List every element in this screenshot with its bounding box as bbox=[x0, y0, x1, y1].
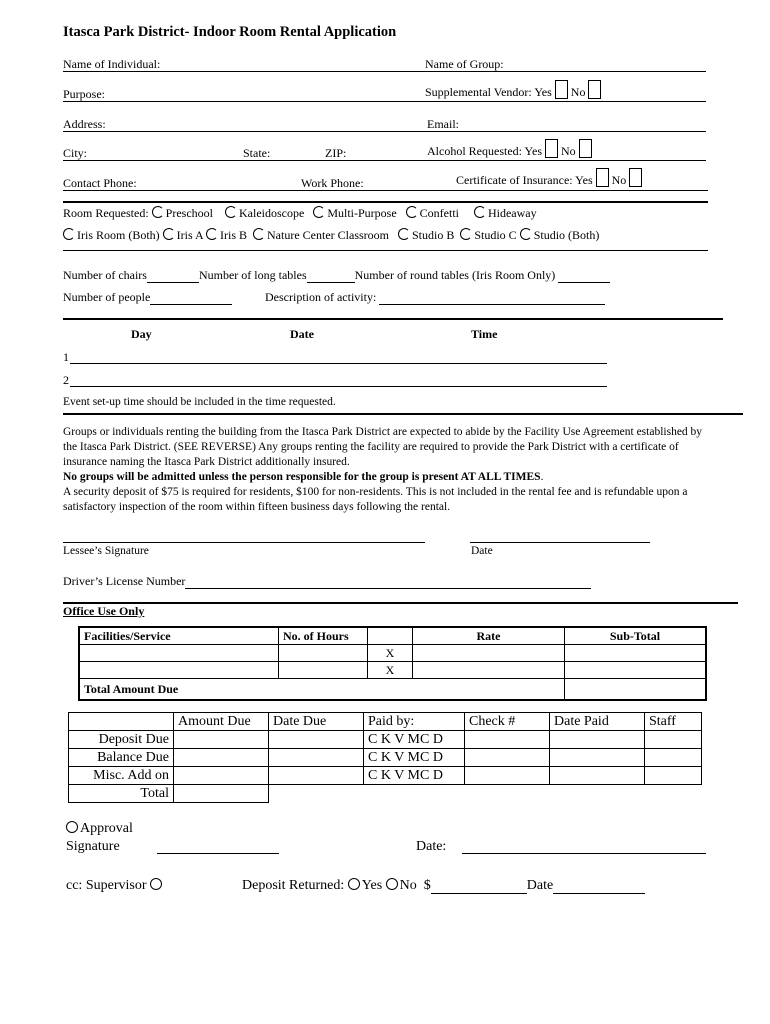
schedule-divider bbox=[63, 318, 723, 320]
subtotal-cell[interactable] bbox=[565, 645, 707, 662]
amount-due-cell[interactable] bbox=[174, 749, 269, 767]
supplemental-vendor bbox=[425, 80, 604, 100]
paid-by-cell[interactable]: C K V MC D bbox=[364, 749, 465, 767]
deposit-returned bbox=[242, 878, 645, 894]
schedule-row-2-line[interactable] bbox=[70, 386, 607, 387]
setup-note: Event set-up time should be included in the time requested. bbox=[63, 396, 336, 408]
amount-due-cell[interactable] bbox=[174, 785, 269, 803]
office-row-2 bbox=[79, 662, 706, 679]
approval-date-label: Date: bbox=[416, 839, 447, 854]
city-label: City: bbox=[63, 146, 88, 160]
x-header bbox=[368, 627, 413, 645]
room-hideaway-label: Hideaway bbox=[487, 206, 537, 220]
rooms-row-2 bbox=[63, 228, 599, 243]
check-header: Check # bbox=[465, 713, 550, 731]
day-header: Day bbox=[131, 327, 152, 341]
date-due-cell[interactable] bbox=[269, 767, 364, 785]
hours-cell[interactable] bbox=[279, 645, 368, 662]
payment-row-label: Deposit Due bbox=[69, 731, 174, 749]
paid-by-cell[interactable]: C K V MC D bbox=[364, 767, 465, 785]
approval-radio[interactable] bbox=[66, 821, 78, 833]
room-nature-center-label: Nature Center Classroom bbox=[267, 228, 389, 242]
room-confetti-radio[interactable] bbox=[406, 206, 418, 218]
people-field[interactable] bbox=[150, 304, 232, 305]
page-title: Itasca Park District- Indoor Room Rental Application bbox=[63, 24, 397, 40]
check-cell[interactable] bbox=[465, 749, 550, 767]
policy-bold: No groups will be admitted unless the person responsible for the group is present AT ALL TIMES bbox=[63, 471, 541, 483]
deposit-no-radio[interactable] bbox=[386, 878, 398, 890]
supp-no-label: No bbox=[570, 85, 586, 99]
rate-header: Rate bbox=[413, 627, 565, 645]
approval-signature-label: Signature bbox=[66, 839, 120, 854]
chairs-label: Number of chairs bbox=[63, 268, 147, 282]
insurance-yes-checkbox[interactable] bbox=[596, 168, 609, 187]
rate-cell[interactable] bbox=[413, 662, 565, 679]
cc-supervisor-label: cc: Supervisor bbox=[66, 878, 147, 893]
facilities-header: Facilities/Service bbox=[79, 627, 279, 645]
policy-text bbox=[63, 425, 713, 515]
room-studio-both-label: Studio (Both) bbox=[533, 228, 600, 242]
payment-row-label: Balance Due bbox=[69, 749, 174, 767]
schedule-row-2-num: 2 bbox=[63, 373, 69, 387]
alcohol-requested bbox=[427, 139, 595, 159]
payment-row-balance bbox=[69, 749, 702, 767]
payment-total-blank bbox=[269, 785, 702, 803]
alcohol-label: Alcohol Requested: Yes bbox=[427, 144, 542, 158]
rooms-row-1 bbox=[63, 206, 537, 221]
payment-row-label: Total bbox=[69, 785, 174, 803]
room-nature-center-radio[interactable] bbox=[253, 228, 265, 240]
staff-cell[interactable] bbox=[645, 731, 702, 749]
office-total-row bbox=[79, 679, 706, 701]
alcohol-no-label: No bbox=[561, 144, 576, 158]
date-paid-cell[interactable] bbox=[550, 767, 645, 785]
payments-corner bbox=[69, 713, 174, 731]
check-cell[interactable] bbox=[465, 767, 550, 785]
room-hideaway-radio[interactable] bbox=[474, 206, 486, 218]
cc-supervisor bbox=[66, 878, 164, 894]
supp-yes-checkbox[interactable] bbox=[555, 80, 568, 99]
cc-supervisor-radio[interactable] bbox=[150, 878, 162, 890]
supplemental-vendor-label: Supplemental Vendor: Yes bbox=[425, 85, 552, 99]
license-field[interactable] bbox=[185, 588, 591, 589]
room-iris-a-label: Iris A bbox=[176, 228, 204, 242]
work-phone-label: Work Phone: bbox=[301, 176, 364, 190]
room-studio-b-radio[interactable] bbox=[398, 228, 410, 240]
room-iris-both-radio[interactable] bbox=[63, 228, 75, 240]
insurance-label: Certificate of Insurance: Yes bbox=[456, 173, 593, 187]
amount-due-cell[interactable] bbox=[174, 767, 269, 785]
date-paid-cell[interactable] bbox=[550, 749, 645, 767]
deposit-yes-radio[interactable] bbox=[348, 878, 360, 890]
amount-due-header: Amount Due bbox=[174, 713, 269, 731]
facility-cell[interactable] bbox=[79, 645, 279, 662]
insurance-no-checkbox[interactable] bbox=[629, 168, 642, 187]
office-use-heading: Office Use Only bbox=[63, 604, 145, 618]
purpose-label: Purpose: bbox=[63, 87, 105, 101]
rooms-divider bbox=[63, 250, 708, 251]
approval-signature-line[interactable] bbox=[157, 853, 279, 854]
insurance bbox=[456, 168, 645, 188]
policy-p1: Groups or individuals renting the building from the Itasca Park District are expected to abide by the Facility Use Agreement established by the Itasca Park District. (SEE REVERSE) Any groups renting the facility are required to provide the Park District with a certificate of insurance naming the Itasca Park District additionally insured. bbox=[63, 426, 703, 468]
lessee-signature-label: Lessee’s Signature bbox=[63, 545, 149, 557]
subtotal-cell[interactable] bbox=[565, 662, 707, 679]
contact-phone-label: Contact Phone: bbox=[63, 176, 137, 190]
room-studio-b-label: Studio B bbox=[411, 228, 455, 242]
counts-row bbox=[63, 268, 610, 283]
lessee-signature-line[interactable] bbox=[63, 542, 425, 543]
approval-row bbox=[66, 821, 133, 837]
signature-date-label: Date bbox=[471, 545, 493, 557]
x-cell: X bbox=[368, 662, 413, 679]
deposit-yes-label: Yes bbox=[361, 878, 383, 893]
license-label: Driver’s License Number bbox=[63, 574, 186, 588]
room-iris-b-label: Iris B bbox=[220, 228, 248, 242]
alcohol-yes-checkbox[interactable] bbox=[545, 139, 558, 158]
rate-cell[interactable] bbox=[413, 645, 565, 662]
address-label: Address: bbox=[63, 117, 106, 131]
staff-header: Staff bbox=[645, 713, 702, 731]
schedule-row-1-num: 1 bbox=[63, 350, 69, 364]
email-label: Email: bbox=[427, 117, 459, 131]
room-kaleidoscope-radio[interactable] bbox=[225, 206, 237, 218]
room-studio-c-radio[interactable] bbox=[460, 228, 472, 240]
payments-table bbox=[68, 712, 702, 803]
name-individual-label: Name of Individual: bbox=[63, 57, 161, 71]
payments-header-row bbox=[69, 713, 702, 731]
zip-label: ZIP: bbox=[325, 146, 347, 160]
policy-p2: A security deposit of $75 is required for residents, $100 for non-residents. This is not included in the rental fee and is refundable upon a satisfactory inspection of the room within fifteen business days following the rental. bbox=[63, 486, 688, 513]
long-tables-label: Number of long tables bbox=[198, 268, 307, 282]
payment-row-total bbox=[69, 785, 702, 803]
room-multipurpose-radio[interactable] bbox=[313, 206, 325, 218]
room-iris-b-radio[interactable] bbox=[206, 228, 218, 240]
approval-label: Approval bbox=[80, 821, 133, 836]
total-amount-cell[interactable] bbox=[565, 679, 707, 701]
date-header: Date bbox=[290, 327, 314, 341]
policy-bold-end: . bbox=[540, 471, 544, 483]
payment-row-deposit bbox=[69, 731, 702, 749]
date-due-cell[interactable] bbox=[269, 731, 364, 749]
schedule-row-1-line[interactable] bbox=[70, 363, 607, 364]
room-kaleidoscope-label: Kaleidoscope bbox=[239, 206, 305, 220]
deposit-date-field[interactable] bbox=[553, 893, 645, 894]
supp-no-checkbox[interactable] bbox=[588, 80, 601, 99]
people-row bbox=[63, 290, 232, 305]
time-header: Time bbox=[471, 327, 498, 341]
amount-due-cell[interactable] bbox=[174, 731, 269, 749]
room-iris-both-label: Iris Room (Both) bbox=[77, 228, 160, 242]
address-line[interactable] bbox=[63, 131, 706, 132]
payment-row-misc bbox=[69, 767, 702, 785]
date-paid-cell[interactable] bbox=[550, 731, 645, 749]
round-tables-label: Number of round tables (Iris Room Only) bbox=[354, 268, 556, 282]
room-confetti-label: Confetti bbox=[419, 206, 459, 220]
hours-cell[interactable] bbox=[279, 662, 368, 679]
deposit-returned-label: Deposit Returned: bbox=[242, 878, 345, 893]
phone-line[interactable] bbox=[63, 190, 708, 191]
policy-divider bbox=[63, 413, 743, 415]
office-table bbox=[78, 626, 707, 701]
office-divider bbox=[63, 602, 738, 604]
room-studio-c-label: Studio C bbox=[474, 228, 517, 242]
round-tables-field[interactable] bbox=[558, 282, 610, 283]
staff-cell[interactable] bbox=[645, 749, 702, 767]
office-header-row bbox=[79, 627, 706, 645]
city-line[interactable] bbox=[63, 160, 706, 161]
license-row bbox=[63, 574, 591, 589]
deposit-date-label: Date bbox=[526, 878, 554, 893]
dollar-sign: $ bbox=[423, 878, 431, 893]
payment-row-label: Misc. Add on bbox=[69, 767, 174, 785]
date-due-header: Date Due bbox=[269, 713, 364, 731]
room-iris-a-radio[interactable] bbox=[163, 228, 175, 240]
paid-by-header: Paid by: bbox=[364, 713, 465, 731]
paid-by-cell[interactable]: C K V MC D bbox=[364, 731, 465, 749]
section-divider bbox=[63, 201, 708, 203]
room-requested-label: Room Requested: bbox=[63, 206, 149, 220]
office-row-1 bbox=[79, 645, 706, 662]
state-label: State: bbox=[243, 146, 271, 160]
alcohol-no-checkbox[interactable] bbox=[579, 139, 592, 158]
hours-header: No. of Hours bbox=[279, 627, 368, 645]
date-paid-header: Date Paid bbox=[550, 713, 645, 731]
room-studio-both-radio[interactable] bbox=[520, 228, 532, 240]
deposit-amount-field[interactable] bbox=[431, 893, 527, 894]
room-preschool-label: Preschool bbox=[165, 206, 213, 220]
deposit-no-label: No bbox=[399, 878, 417, 893]
insurance-no-label: No bbox=[611, 173, 627, 187]
people-label: Number of people bbox=[63, 290, 151, 304]
description-field[interactable] bbox=[379, 304, 605, 305]
name-line[interactable] bbox=[63, 71, 706, 72]
signature-date-line[interactable] bbox=[470, 542, 650, 543]
total-amount-label: Total Amount Due bbox=[79, 679, 565, 701]
x-cell: X bbox=[368, 645, 413, 662]
facility-cell[interactable] bbox=[79, 662, 279, 679]
purpose-line[interactable] bbox=[63, 101, 706, 102]
room-multipurpose-label: Multi-Purpose bbox=[327, 206, 397, 220]
name-group-label: Name of Group: bbox=[425, 57, 504, 71]
description-row bbox=[265, 290, 605, 305]
long-tables-field[interactable] bbox=[307, 282, 355, 283]
description-label: Description of activity: bbox=[265, 290, 377, 304]
subtotal-header: Sub-Total bbox=[565, 627, 707, 645]
room-preschool-radio[interactable] bbox=[152, 206, 164, 218]
date-due-cell[interactable] bbox=[269, 749, 364, 767]
approval-date-line[interactable] bbox=[462, 853, 706, 854]
chairs-field[interactable] bbox=[147, 282, 199, 283]
check-cell[interactable] bbox=[465, 731, 550, 749]
staff-cell[interactable] bbox=[645, 767, 702, 785]
